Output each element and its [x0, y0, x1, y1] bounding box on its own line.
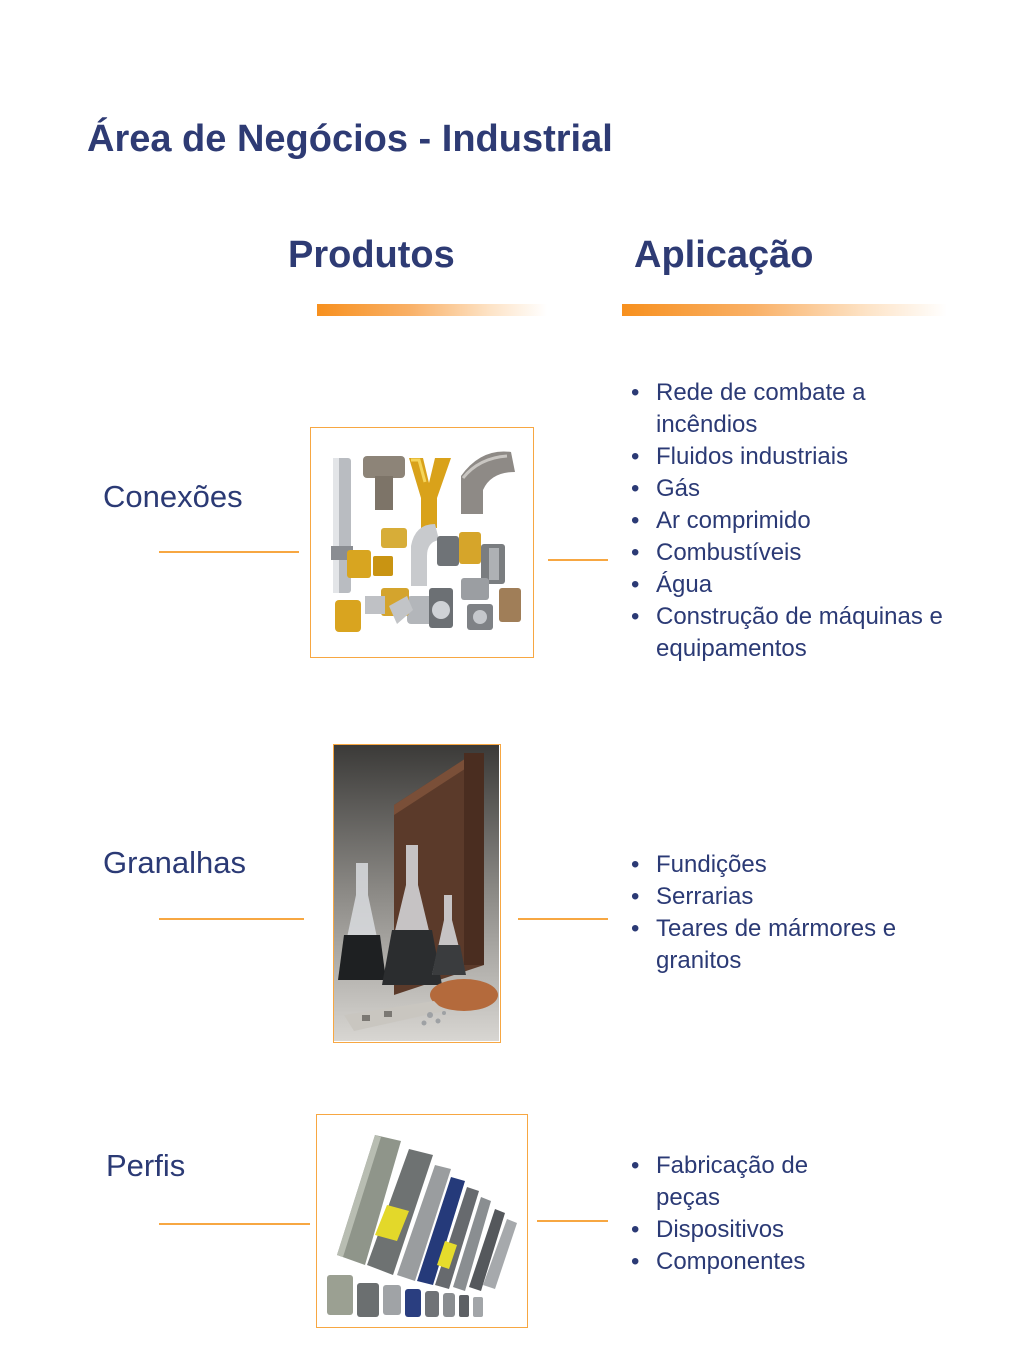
list-item: • Fundições	[629, 849, 969, 881]
list-item: • Serrarias	[629, 881, 969, 913]
list-item: • Fluidos industriais	[629, 441, 969, 473]
steel-shot-grit-photo	[334, 745, 499, 1041]
list-item: • Gás	[629, 473, 969, 505]
application-header-underline	[622, 304, 947, 316]
list-item: • Teares de mármores e granitos	[629, 913, 969, 977]
list-item: • Componentes	[629, 1246, 849, 1278]
list-item: • Combustíveis	[629, 537, 969, 569]
list-item: • Construção de máquinas e equipamentos	[629, 601, 969, 665]
page-title: Área de Negócios - Industrial	[87, 118, 613, 160]
list-item: • Ar comprimido	[629, 505, 969, 537]
product-image-conexoes	[310, 427, 534, 658]
product-label-perfis: Perfis	[106, 1148, 186, 1183]
list-item: • Fabricação de peças	[629, 1150, 849, 1214]
connector-line	[518, 918, 608, 920]
product-image-perfis	[316, 1114, 528, 1328]
column-header-application: Aplicação	[634, 234, 814, 276]
metal-profiles-bars-photo	[317, 1115, 526, 1326]
pipe-fittings-photo	[311, 428, 532, 656]
application-list-perfis	[629, 1150, 849, 1278]
application-list-granalhas	[629, 849, 969, 977]
list-item: • Dispositivos	[629, 1214, 849, 1246]
product-label-conexoes: Conexões	[103, 479, 243, 514]
list-item: • Rede de combate a incêndios	[629, 377, 969, 441]
connector-line	[159, 1223, 310, 1225]
column-header-products: Produtos	[288, 234, 455, 276]
list-item: • Água	[629, 569, 969, 601]
products-header-underline	[317, 304, 547, 316]
product-label-granalhas: Granalhas	[103, 845, 247, 880]
application-list-conexoes	[629, 377, 969, 665]
connector-line	[159, 551, 299, 553]
connector-line	[548, 559, 608, 561]
connector-line	[537, 1220, 608, 1222]
connector-line	[159, 918, 304, 920]
product-image-granalhas	[333, 744, 501, 1043]
